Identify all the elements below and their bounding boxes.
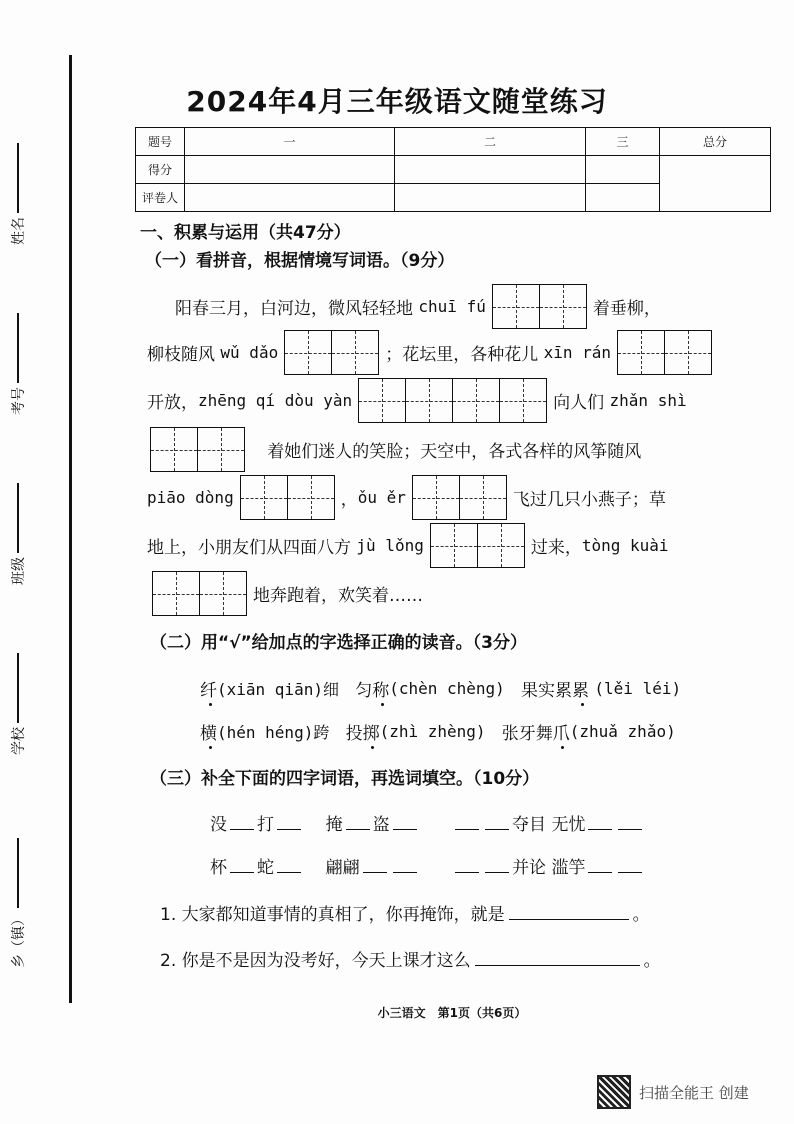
text: 2. 你是不是因为没考好，今天上课才这么: [160, 951, 471, 971]
blank[interactable]: [618, 815, 642, 830]
total-cell[interactable]: [660, 156, 771, 212]
header-cell: 三: [586, 128, 660, 156]
pinyin: tòng kuài: [581, 536, 669, 555]
pinyin: zhǎn shì: [609, 391, 687, 410]
text: 地奔跑着，欢笑着……: [253, 586, 423, 606]
pinyin-options[interactable]: (lěi léi): [594, 679, 682, 698]
pinyin: jù lǒng: [356, 536, 424, 555]
text: 着垂柳，: [592, 299, 661, 319]
answer-boxes[interactable]: [412, 475, 507, 520]
dotted-char: 横: [200, 719, 217, 744]
text: 打: [257, 815, 274, 835]
pinyin: xīn rán: [543, 343, 612, 362]
text: 滥竽: [551, 858, 586, 878]
blank[interactable]: [588, 858, 612, 873]
blank[interactable]: [277, 858, 301, 873]
pronunciation-row: [200, 676, 681, 701]
text: 张牙舞: [501, 724, 553, 744]
passage-line: [147, 330, 718, 375]
answer-boxes[interactable]: [240, 475, 335, 520]
answer-boxes[interactable]: [430, 523, 525, 568]
blank[interactable]: [455, 815, 479, 830]
score-cell[interactable]: [586, 156, 660, 184]
answer-boxes[interactable]: [150, 427, 245, 472]
pinyin-options[interactable]: (zhì zhèng): [379, 722, 486, 741]
page-title: 2024年4月三年级语文随堂练习: [186, 85, 608, 118]
pinyin-options[interactable]: (zhuǎ zhǎo): [569, 722, 676, 741]
text: 阳春三月，白河边，微风轻轻地: [175, 299, 413, 319]
text: 无忧: [551, 815, 586, 835]
dotted-char: 爪: [553, 719, 570, 744]
exam-number-field[interactable]: [8, 309, 28, 415]
idiom-row: [210, 810, 645, 835]
text: 没: [210, 815, 227, 835]
row-label: 得分: [136, 156, 185, 184]
text: 夺目: [512, 815, 547, 835]
name-field[interactable]: [8, 139, 28, 245]
part3-heading: （三）补全下面的四字词语，再选词填空。（10分）: [150, 769, 540, 789]
text: 并论: [512, 858, 547, 878]
watermark-text: 扫描全能王 创建: [639, 1083, 749, 1102]
score-table: [135, 127, 771, 212]
passage-line: [147, 378, 687, 423]
blank[interactable]: [588, 815, 612, 830]
dotted-char: 累: [572, 676, 589, 701]
blank[interactable]: [485, 815, 509, 830]
section-heading: 一、积累与运用（共47分）: [140, 223, 351, 243]
sentence-2: [160, 946, 661, 971]
pinyin-options[interactable]: (chèn chèng): [389, 679, 505, 698]
passage-line: [144, 427, 641, 472]
blank[interactable]: [277, 815, 301, 830]
pinyin: chuī fú: [418, 297, 486, 316]
text: 。: [643, 951, 661, 971]
answer-boxes[interactable]: [617, 330, 712, 375]
text: 着她们迷人的笑脸；天空中，各式各样的风筝随风: [267, 442, 642, 462]
pinyin: piāo dòng: [147, 488, 234, 507]
school-field[interactable]: [8, 649, 28, 755]
text: 开放，: [147, 393, 198, 413]
idiom-row: [210, 853, 645, 878]
grader-cell[interactable]: [185, 184, 395, 212]
header-cell: 总分: [660, 128, 771, 156]
part1-heading: （一）看拼音，根据情境写词语。（9分）: [145, 251, 455, 271]
pinyin-options[interactable]: (hén héng)跨: [217, 723, 330, 742]
text: 盗: [372, 815, 390, 835]
blank[interactable]: [346, 815, 370, 830]
header-cell: 题号: [136, 128, 185, 156]
text: 飞过几只小燕子；草: [512, 490, 666, 510]
blank[interactable]: [393, 858, 417, 873]
score-cell[interactable]: [185, 156, 395, 184]
text: 匀: [355, 681, 373, 701]
label: 姓名: [11, 217, 27, 245]
grader-cell[interactable]: [586, 184, 660, 212]
scanner-watermark: [597, 1075, 749, 1109]
answer-boxes[interactable]: [492, 284, 587, 329]
dotted-char: 纤: [200, 676, 217, 701]
row-label: 评卷人: [136, 184, 185, 212]
blank[interactable]: [618, 858, 642, 873]
text: ；花坛里，各种花儿: [385, 345, 539, 365]
text: 翩翩: [325, 858, 360, 878]
dotted-char: 称: [372, 676, 389, 701]
blank[interactable]: [485, 858, 509, 873]
label: 乡（镇）: [11, 912, 27, 968]
blank[interactable]: [509, 905, 629, 920]
text: 过来，: [530, 538, 582, 558]
town-field[interactable]: [8, 834, 28, 968]
text: ，: [340, 490, 358, 510]
text: 果实累: [521, 681, 572, 701]
text: 地上，小朋友们从四面八方: [147, 538, 351, 558]
passage-line: [175, 284, 661, 329]
pinyin: wǔ dǎo: [220, 343, 279, 362]
text: 蛇: [257, 858, 274, 878]
sentence-1: [160, 900, 650, 925]
passage-line: [146, 571, 423, 616]
qr-code-icon: [597, 1075, 631, 1109]
page-footer: 小三语文 第1页（共6页）: [377, 1006, 527, 1020]
header-cell: 二: [395, 128, 586, 156]
grader-cell[interactable]: [395, 184, 586, 212]
label: 学校: [11, 727, 27, 755]
passage-line: [147, 475, 666, 520]
pinyin: zhēng qí dòu yàn: [198, 391, 353, 410]
text: 柳枝随风: [147, 345, 215, 365]
answer-boxes[interactable]: [152, 571, 247, 616]
text: 投: [345, 724, 363, 744]
class-field[interactable]: [8, 479, 28, 585]
pinyin-options[interactable]: (xiān qiān)细: [217, 680, 339, 699]
blank[interactable]: [475, 951, 640, 966]
dotted-char: 掷: [363, 719, 380, 744]
blank[interactable]: [455, 858, 479, 873]
answer-boxes[interactable]: [358, 378, 547, 423]
blank[interactable]: [230, 815, 254, 830]
header-cell: 一: [185, 128, 395, 156]
text: 1. 大家都知道事情的真相了，你再掩饰，就是: [160, 905, 505, 925]
label: 考号: [11, 387, 27, 415]
text: 掩: [325, 815, 343, 835]
binding-line: [69, 55, 72, 1003]
blank[interactable]: [363, 858, 387, 873]
score-cell[interactable]: [395, 156, 586, 184]
blank[interactable]: [393, 815, 417, 830]
passage-line: [147, 523, 669, 568]
answer-boxes[interactable]: [284, 330, 379, 375]
text: 向人们: [553, 393, 605, 413]
text: 。: [632, 905, 650, 925]
pinyin: ǒu ěr: [357, 488, 406, 507]
blank[interactable]: [230, 858, 254, 873]
pronunciation-row: [200, 719, 676, 744]
text: 杯: [210, 858, 227, 878]
label: 班级: [11, 557, 27, 585]
part2-heading: （二）用“√”给加点的字选择正确的读音。（3分）: [150, 633, 528, 653]
